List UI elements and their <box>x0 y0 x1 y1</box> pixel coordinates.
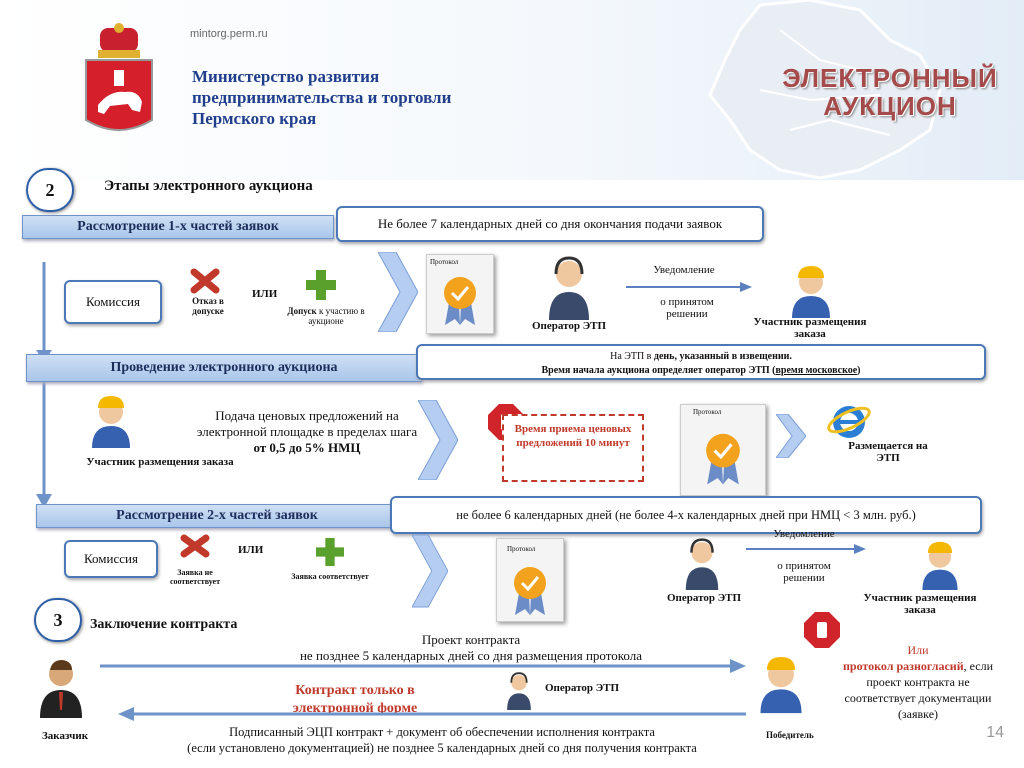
protocol-document-3 <box>496 538 564 622</box>
draft-line-1: Проект контракта <box>421 632 521 647</box>
protocol-label-1: Протокол <box>430 258 459 266</box>
arrow-left-icon <box>118 706 746 722</box>
notice-label-1: Уведомление <box>653 264 715 276</box>
stage-3-note: не более 6 календарных дней (не более 4-х календарных дней при НМЦ < 3 млн. руб.) <box>390 496 982 534</box>
arrow-right-icon <box>100 658 746 674</box>
ministry-line-1: Министерство развития <box>192 67 380 86</box>
admit-label-bold: Допуск <box>287 306 317 316</box>
protocol-label-3: Протокол <box>507 545 536 553</box>
stage-3-bar: Рассмотрение 2-х частей заявок <box>36 504 398 528</box>
customer-person-icon <box>36 658 86 718</box>
refuse-label: Отказ в допуске <box>192 296 224 316</box>
stage-2-note-line-1 <box>418 350 984 364</box>
internet-explorer-icon <box>826 398 872 444</box>
commission-box-2: Комиссия <box>64 540 158 578</box>
placed-label: Размещается на ЭТП <box>848 440 928 464</box>
ministry-line-2: предпринимательства и торговли <box>192 88 452 107</box>
not-match-label: Заявка не соответствует <box>169 568 221 586</box>
stage-2-note-pre: На ЭТП в <box>610 351 654 362</box>
operator-headset-icon <box>544 256 594 320</box>
disagreement-or: Или <box>907 643 929 657</box>
participant-label-2: Участник размещения заказа <box>86 456 234 468</box>
operator-headset-icon <box>680 538 724 590</box>
stage-2-note-end: ) <box>857 365 861 376</box>
operator-headset-icon <box>502 672 536 710</box>
chevron-right-icon <box>418 400 458 480</box>
stage-1-bar: Рассмотрение 1-х частей заявок <box>22 215 334 239</box>
section-3-title: Заключение контракта <box>90 617 238 632</box>
ministry-line-3: Пермского края <box>192 109 317 128</box>
slide-title <box>780 64 1000 120</box>
award-seal-icon <box>441 275 479 325</box>
stage-2-note-bold: день, указанный в извещении. <box>653 351 792 362</box>
operator-label-1: Оператор ЭТП <box>531 320 607 332</box>
operator-label-2: Оператор ЭТП <box>666 592 742 604</box>
notice-detail-2: о принятом решении <box>777 560 831 584</box>
or-label-1: ИЛИ <box>252 288 278 300</box>
site-url[interactable]: mintorg.perm.ru <box>190 28 268 40</box>
chevron-right-icon <box>378 252 418 332</box>
stage-2-note-line-2 <box>418 364 984 378</box>
or-label-2: ИЛИ <box>238 544 264 556</box>
stop-hand-icon <box>804 612 840 648</box>
protocol-label-2: Протокол <box>693 408 722 416</box>
admit-label-rest: к участию в аукционе <box>308 306 365 326</box>
participant-worker-icon <box>786 264 836 318</box>
bids-text <box>192 408 422 456</box>
slide-title-line-2: АУКЦИОН <box>823 91 957 121</box>
slide-title-line-1: ЭЛЕКТРОННЫЙ <box>782 63 998 93</box>
chevron-right-icon <box>776 414 806 458</box>
participant-worker-icon <box>86 394 136 448</box>
signed-line-1: Подписанный ЭЦП контракт + документ об обеспечении исполнения контракта <box>229 725 655 739</box>
operator-label-3: Оператор ЭТП <box>544 682 620 694</box>
customer-label: Заказчик <box>42 730 89 742</box>
admit-label <box>276 306 376 326</box>
cross-icon <box>180 534 210 558</box>
arrow-right-icon <box>746 542 866 556</box>
step-number-3: 3 <box>34 598 82 642</box>
ministry-name <box>192 66 532 129</box>
draft-line-2: не позднее 5 календарных дней со дня размещения протокола <box>299 648 643 663</box>
signed-contract-text <box>140 724 744 756</box>
award-seal-icon <box>511 565 549 615</box>
section-2-title: Этапы электронного аукциона <box>104 178 313 194</box>
stage-1-note: Не более 7 календарных дней со дня окончания подачи заявок <box>336 206 764 242</box>
commission-box-1: Комиссия <box>64 280 162 324</box>
participant-worker-icon <box>916 540 964 590</box>
signed-line-2: (если установлено документацией) не позднее 5 календарных дней со дня получения контракта <box>187 741 697 755</box>
time-limit-box: Время приема ценовых предложений 10 минут <box>502 414 644 482</box>
stage-2-note <box>416 344 986 380</box>
chevron-right-icon <box>412 534 448 608</box>
match-label: Заявка соответствует <box>291 572 369 581</box>
protocol-document-1 <box>426 254 494 334</box>
cross-icon <box>190 268 220 294</box>
bids-text-main: Подача ценовых предложений на электронной площадке в пределах шага <box>196 408 418 439</box>
stage-2-note-line-2-text: Время начала аукциона определяет оператор ЭТП ( <box>541 365 776 376</box>
participant-label-3: Участник размещения заказа <box>863 592 977 616</box>
stage-2-bar: Проведение электронного аукциона <box>26 354 422 382</box>
award-seal-icon <box>703 431 743 485</box>
electronic-only-text: Контракт только в электронной форме <box>292 683 418 716</box>
disagreement-text <box>836 642 1000 722</box>
step-number-2: 2 <box>26 168 74 212</box>
disagreement-bold: протокол разногласий <box>842 659 964 673</box>
bids-text-bold: от 0,5 до 5% НМЦ <box>253 440 361 455</box>
stage-2-note-underline: время московское <box>775 365 858 376</box>
disagreement-rest: если проект контракта не соответствует документации (заявке) <box>844 659 993 721</box>
protocol-document-2 <box>680 404 766 496</box>
notice-label-2: Уведомление <box>773 528 835 540</box>
perm-coat-of-arms-icon <box>80 20 158 140</box>
participant-label-1: Участник размещения заказа <box>753 316 867 340</box>
plus-icon <box>306 270 336 300</box>
arrow-right-icon <box>626 280 752 294</box>
winner-label: Победитель <box>766 730 814 740</box>
winner-worker-icon <box>754 654 808 714</box>
flow-arrow-vertical <box>30 262 60 512</box>
plus-icon <box>316 538 344 566</box>
slide-number: 14 <box>986 724 1004 741</box>
disagreement-detail: протокол разногласий, если проект контракта не соответствует документации (заявке) <box>842 659 993 721</box>
notice-detail-1: о принятом решении <box>660 296 714 320</box>
